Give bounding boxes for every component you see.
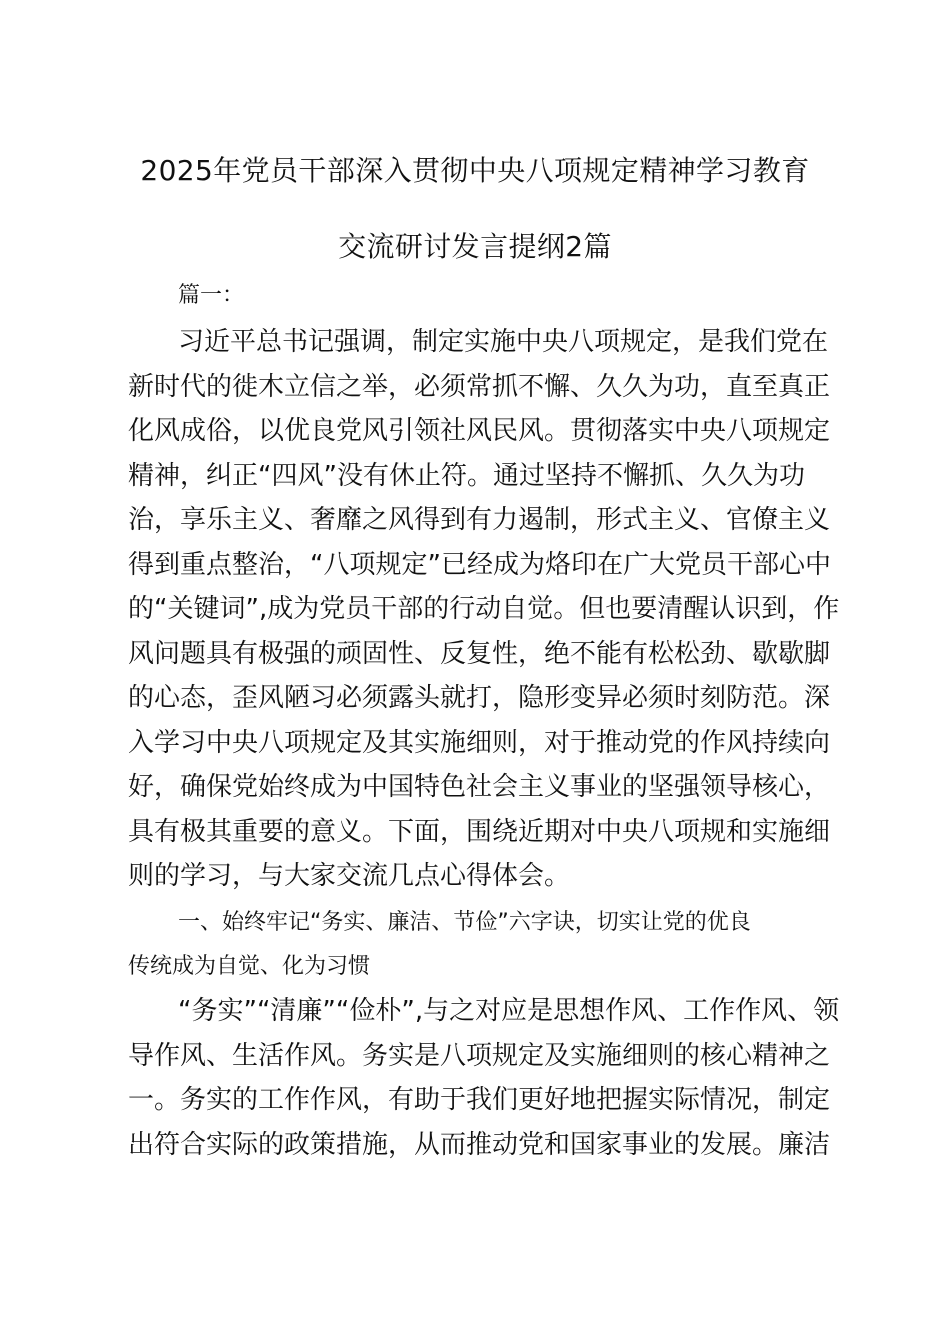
paragraph1-line: 精神，纠正“四风”没有休止符。通过坚持不懈抓、久久为功 (128, 461, 805, 491)
paragraph1-line: 风问题具有极强的顽固性、反复性，绝不能有松松劲、歇歇脚 (128, 639, 831, 669)
paragraph1-line: 习近平总书记强调，制定实施中央八项规定，是我们党在 (178, 327, 829, 357)
paragraph1-line: 化风成俗，以优良党风引领社风民风。贯彻落实中央八项规定 (128, 416, 831, 446)
paragraph2-line: 一。务实的工作作风，有助于我们更好地把握实际情况，制定 (128, 1085, 831, 1115)
paragraph2-line: “务实”“清廉”“俭朴”,与之对应是思想作风、工作作风、领 (178, 996, 840, 1026)
section-heading-line: 一、始终牢记“务实、廉洁、节俭”六字诀，切实让党的优良 (178, 910, 751, 935)
paragraph1-line: 的“关键词”,成为党员干部的行动自觉。但也要清醒认识到，作 (128, 594, 840, 624)
paragraph2-line: 出符合实际的政策措施，从而推动党和国家事业的发展。廉洁 (128, 1130, 831, 1160)
paragraph1-line: 好，确保党始终成为中国特色社会主义事业的坚强领导核心， (128, 772, 831, 802)
section-label: 篇一： (178, 283, 245, 308)
paragraph1-line: 新时代的徙木立信之举，必须常抓不懈、久久为功，直至真正 (128, 372, 831, 402)
paragraph1-line: 的心态，歪风陋习必须露头就打，隐形变异必须时刻防范。深 (128, 683, 831, 713)
paragraph1-line: 具有极其重要的意义。下面，围绕近期对中央八项规和实施细 (128, 817, 831, 847)
paragraph1-line: 治，享乐主义、奢靡之风得到有力遏制，形式主义、官僚主义 (128, 505, 831, 535)
paragraph1-line: 得到重点整治，“八项规定”已经成为烙印在广大党员干部心中 (128, 550, 831, 580)
document-title-line-2: 交流研讨发言提纲2篇 (338, 230, 612, 263)
paragraph1-line: 则的学习，与大家交流几点心得体会。 (128, 861, 571, 891)
paragraph1-line: 入学习中央八项规定及其实施细则，对于推动党的作风持续向 (128, 728, 831, 758)
paragraph2-line: 导作风、生活作风。务实是八项规定及实施细则的核心精神之 (128, 1041, 831, 1071)
section-heading-line: 传统成为自觉、化为习惯 (128, 954, 371, 979)
document-title-line-1: 2025年党员干部深入贯彻中央八项规定精神学习教育 (140, 154, 810, 187)
